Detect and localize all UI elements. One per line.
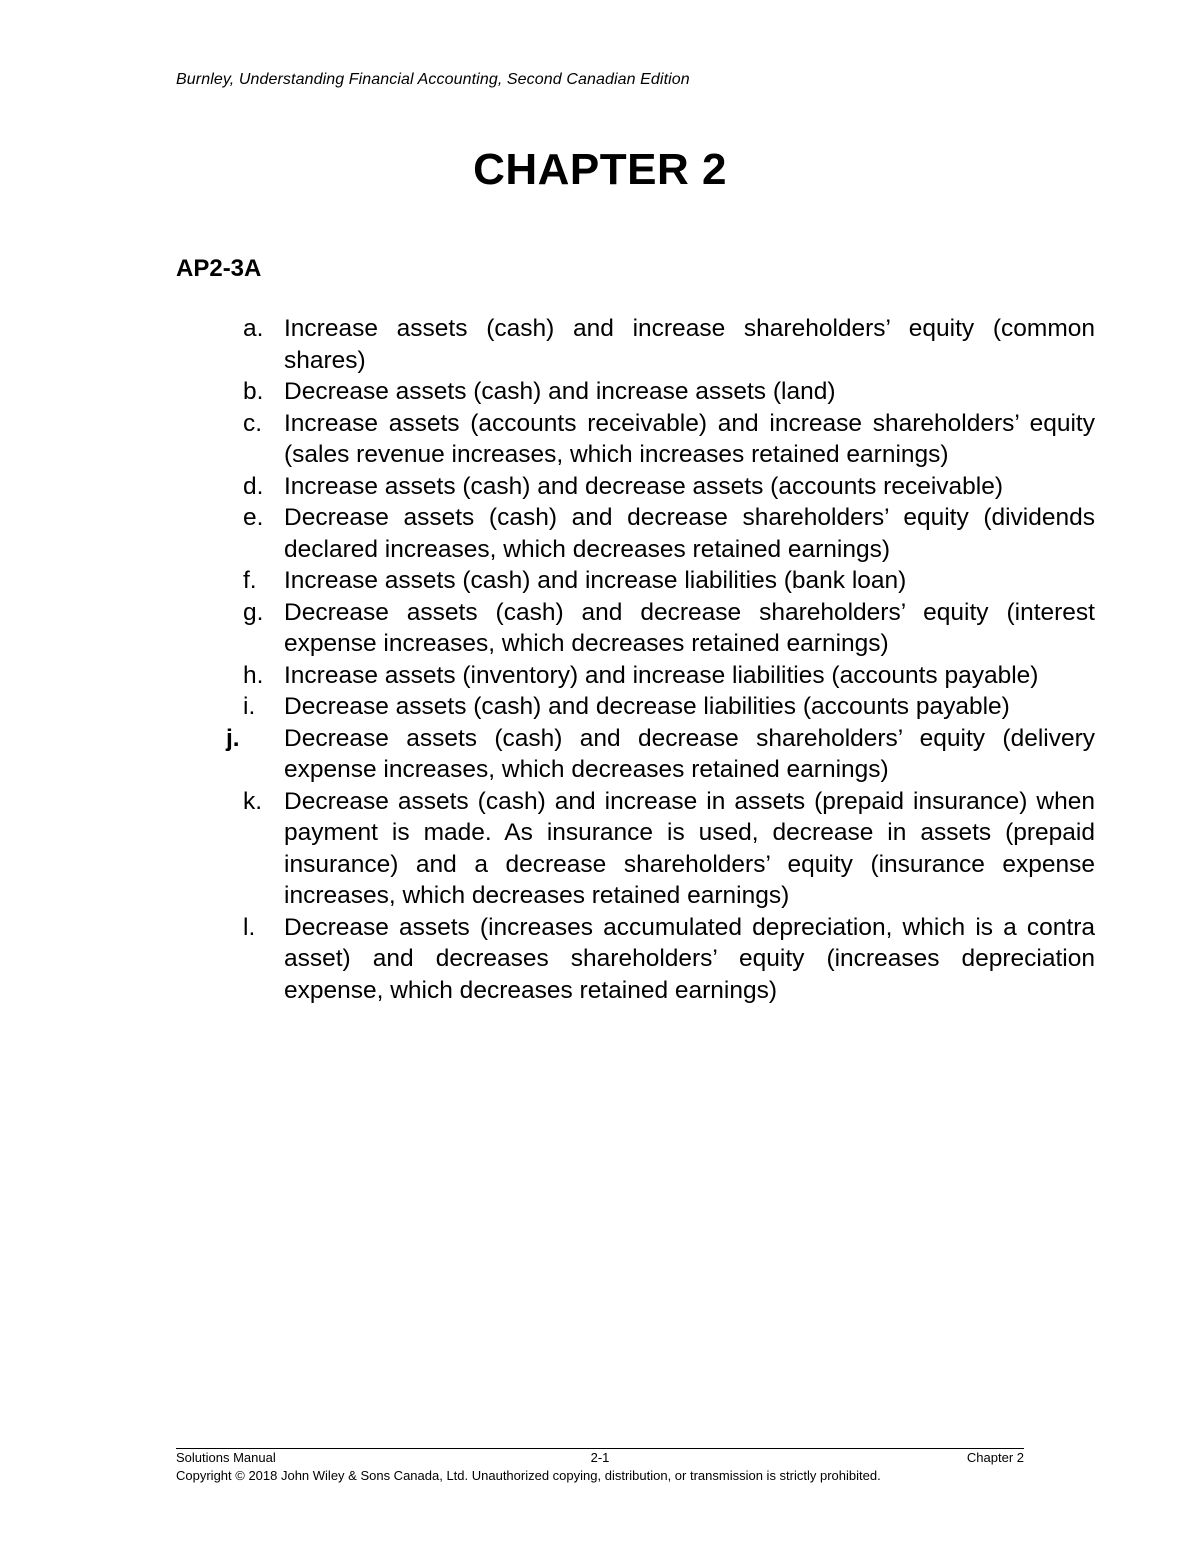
item-text: Increase assets (accounts receivable) and increase shareholders’ equity (sales revenue increases, which increases retained earnings): [284, 409, 1095, 468]
item-marker: h.: [243, 661, 264, 689]
item-marker: b.: [243, 378, 264, 405]
item-text: Increase assets (cash) and increase liabilities (bank loan): [284, 567, 907, 594]
answer-item-c: [243, 408, 1095, 471]
item-marker: a.: [243, 315, 264, 342]
answer-item-f: [243, 565, 1095, 597]
item-marker: c.: [243, 409, 263, 437]
section-heading: AP2-3A: [176, 255, 262, 282]
item-text: Increase assets (inventory) and increase liabilities (accounts payable): [284, 661, 1039, 689]
footer-copyright: Copyright © 2018 John Wiley & Sons Canada, Ltd. Unauthorized copying, distribution, or transmission is strictly prohibited.: [176, 1468, 881, 1483]
item-marker: d.: [243, 472, 264, 500]
answer-item-i: [243, 691, 1095, 723]
answer-list: [226, 313, 1095, 1006]
answer-item-a: [243, 313, 1095, 376]
footer-document-name: Solutions Manual: [176, 1450, 276, 1465]
item-marker: g.: [243, 598, 264, 626]
item-text: Increase assets (cash) and decrease assets (accounts receivable): [284, 472, 1004, 500]
item-text: Decrease assets (cash) and decrease shareholders’ equity (delivery expense increases, which decreases retained earnings): [284, 724, 1095, 783]
answer-item-d: [243, 471, 1095, 503]
item-marker: e.: [243, 504, 264, 531]
answer-item-b: [243, 376, 1095, 408]
item-text: Decrease assets (cash) and decrease shareholders’ equity (interest expense increases, which decreases retained earnings): [284, 598, 1095, 657]
answer-item-j: [226, 723, 1095, 786]
footer-row: [176, 1449, 1024, 1467]
answer-item-h: [243, 660, 1095, 692]
item-marker: i.: [243, 693, 256, 720]
item-text: Decrease assets (cash) and increase assets (land): [284, 378, 836, 405]
answer-item-g: [243, 597, 1095, 660]
item-marker: l.: [243, 913, 256, 941]
page-footer: [176, 1448, 1024, 1483]
item-marker: j.: [226, 724, 240, 752]
item-text: Increase assets (cash) and increase shareholders’ equity (common shares): [284, 315, 1095, 374]
footer-page-number: 2-1: [590, 1450, 610, 1465]
footer-chapter: Chapter 2: [966, 1450, 1024, 1465]
item-text: Decrease assets (cash) and increase in assets (prepaid insurance) when payment is made. As insurance is used, decrease in assets (prepaid insurance) and a decrease shareholders’ equity (insurance expense increases, which decreases retained earnings): [284, 787, 1095, 909]
chapter-title: CHAPTER 2: [473, 145, 727, 194]
item-text: Decrease assets (cash) and decrease liabilities (accounts payable): [284, 693, 1010, 720]
answer-item-k: [243, 786, 1095, 912]
answer-item-l: [243, 912, 1095, 1007]
item-text: Decrease assets (increases accumulated depreciation, which is a contra asset) and decreases shareholders’ equity (increases depreciation expense, which decreases retained earnings): [284, 913, 1095, 1004]
answer-item-e: [243, 502, 1095, 565]
running-header: Burnley, Understanding Financial Accounting, Second Canadian Edition: [176, 71, 690, 88]
item-marker: k.: [243, 787, 263, 815]
item-marker: f.: [243, 567, 257, 594]
item-text: Decrease assets (cash) and decrease shareholders’ equity (dividends declared increases, which decreases retained earnings): [284, 504, 1095, 563]
